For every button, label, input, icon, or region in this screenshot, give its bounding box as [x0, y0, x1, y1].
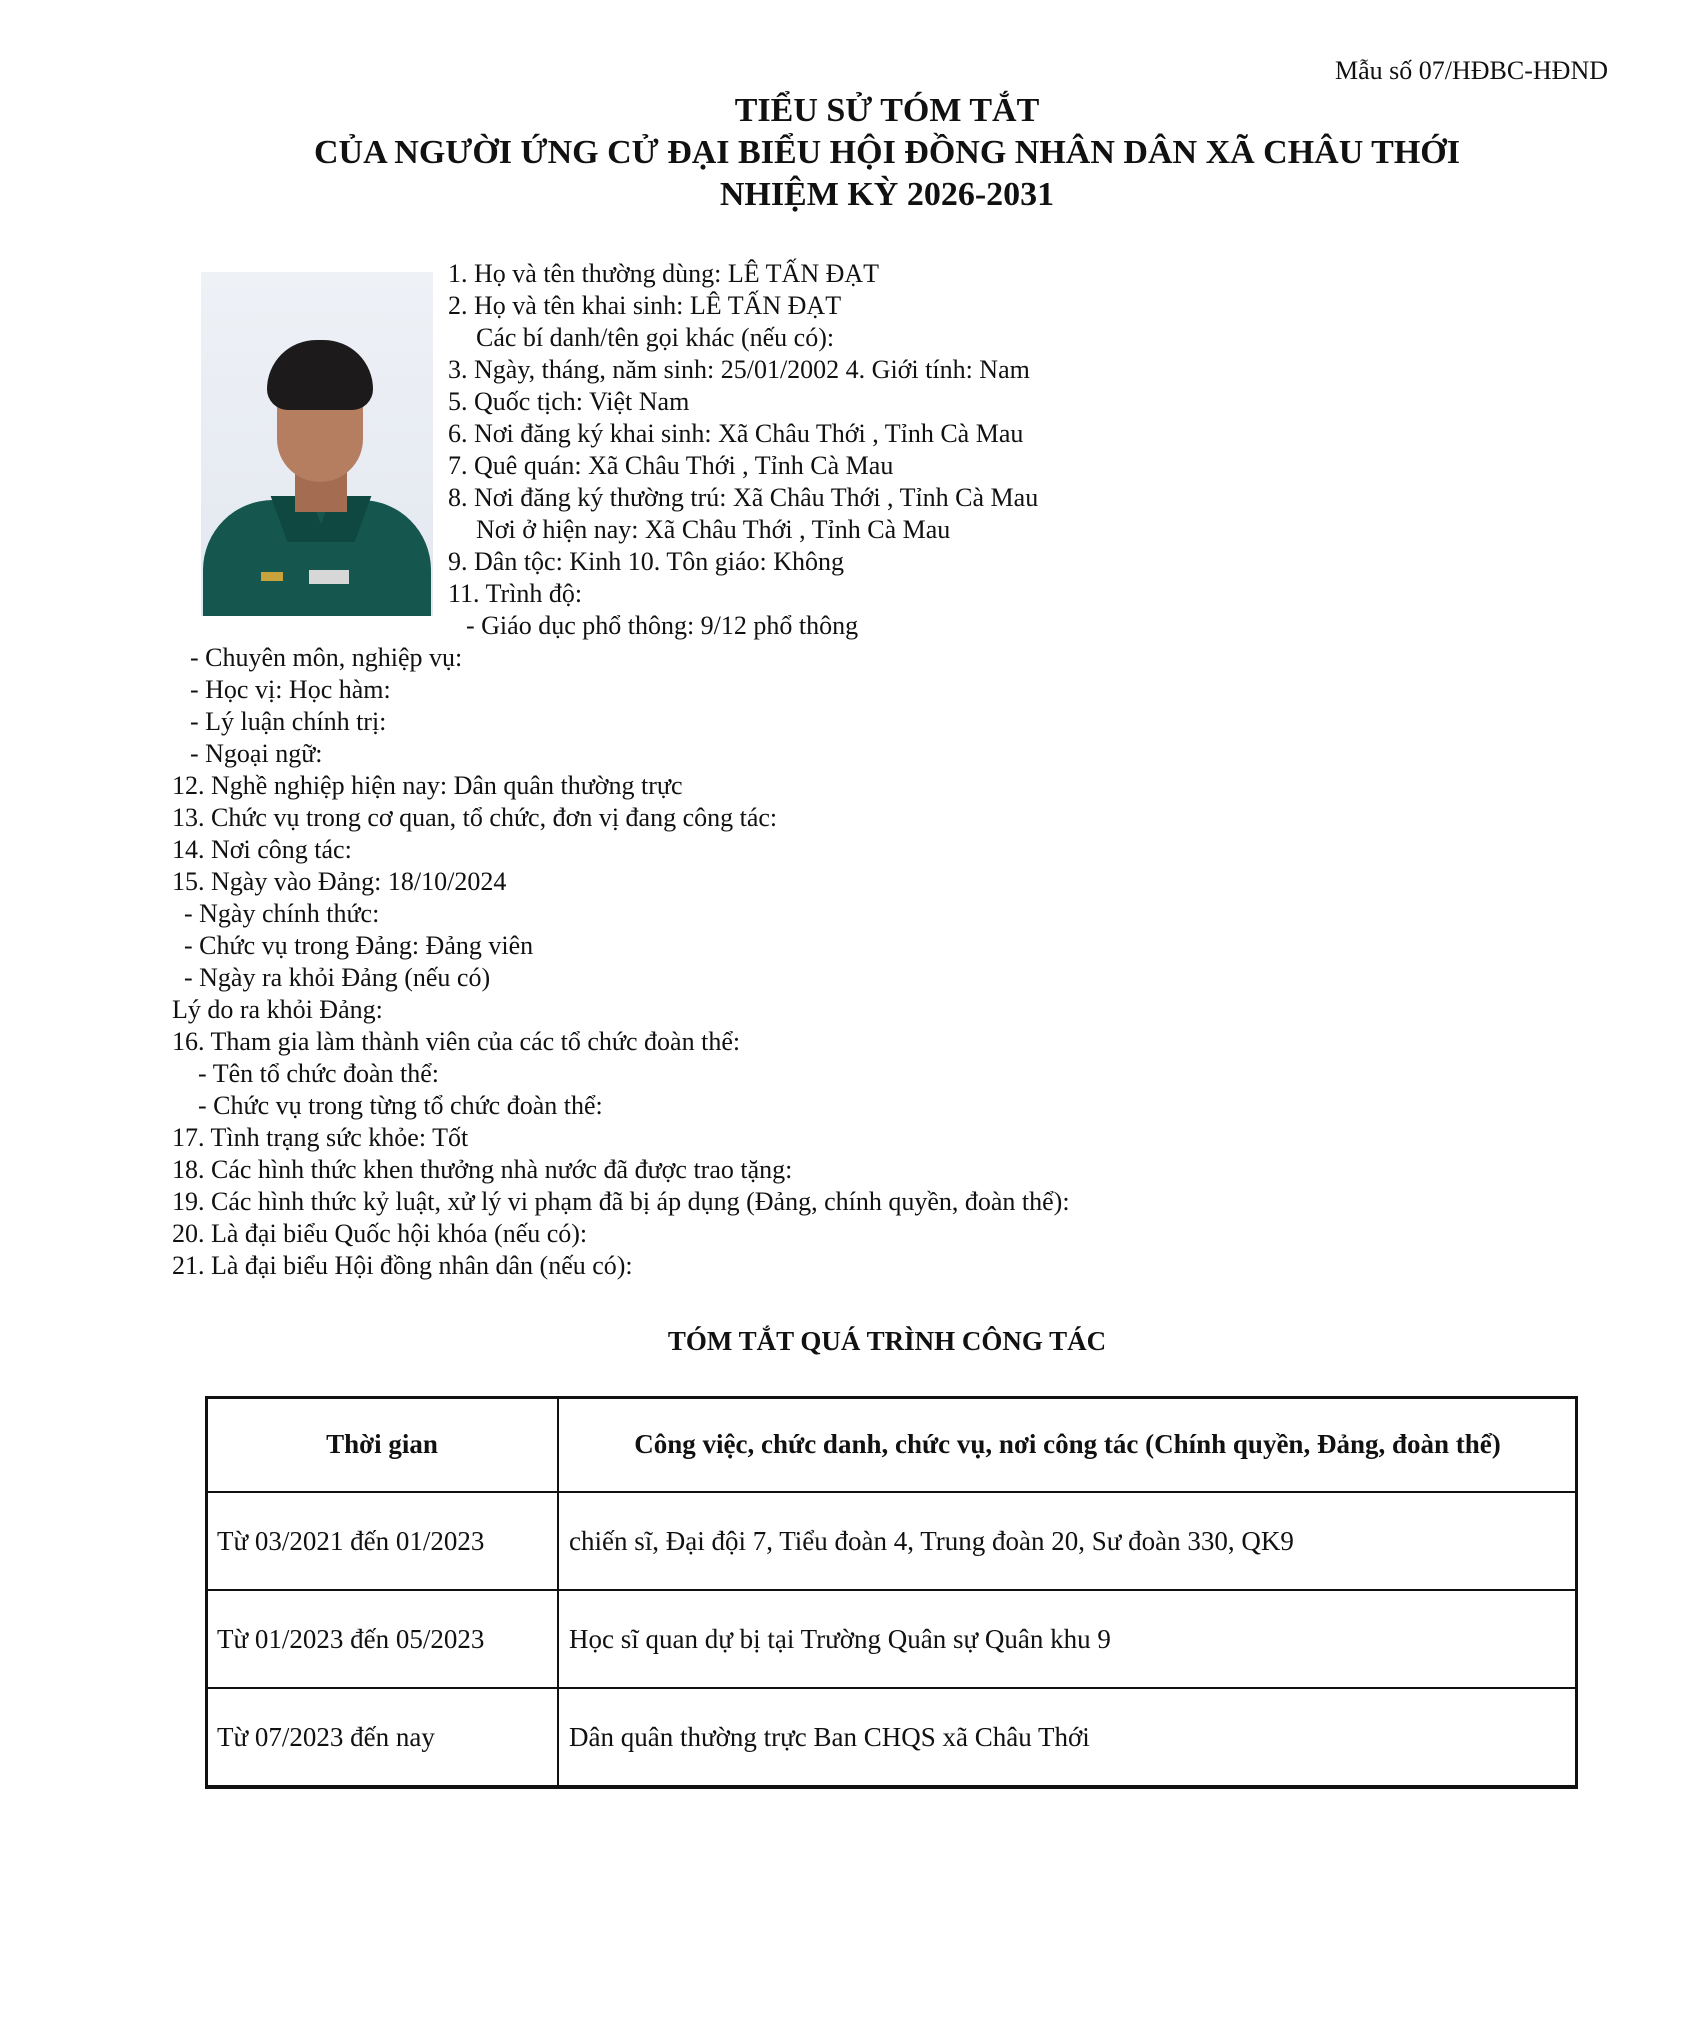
field-peoples-council: 21. Là đại biểu Hội đồng nhân dân (nếu có): [172, 1251, 633, 1280]
field-education-level: 11. Trình độ: [448, 579, 583, 608]
field-party-role: - Chức vụ trong Đảng: Đảng viên [184, 931, 534, 960]
field-birth-registration: 6. Nơi đăng ký khai sinh: Xã Châu Thới , Tỉnh Cà Mau [448, 419, 1024, 448]
work-history-title: TÓM TẮT QUÁ TRÌNH CÔNG TÁC [667, 1326, 1107, 1356]
field-foreign-language: - Ngoại ngữ: [190, 739, 323, 768]
field-degree: - Học vị: Học hàm: [190, 675, 391, 704]
field-aliases: Các bí danh/tên gọi khác (nếu có): [476, 323, 835, 352]
field-permanent-residence: 8. Nơi đăng ký thường trú: Xã Châu Thới , Tỉnh Cà Mau [448, 483, 1039, 512]
field-common-name: 1. Họ và tên thường dùng: LÊ TẤN ĐẠT [448, 259, 880, 288]
field-birth-name: 2. Họ và tên khai sinh: LÊ TẤN ĐẠT [448, 291, 842, 320]
row-time: Từ 03/2021 đến 01/2023 [206, 1492, 558, 1590]
field-discipline: 19. Các hình thức kỷ luật, xử lý vi phạm đã bị áp dụng (Đảng, chính quyền, đoàn thể): [172, 1187, 1070, 1216]
field-general-education: - Giáo dục phổ thông: 9/12 phổ thông [466, 611, 859, 640]
row-position: Học sĩ quan dự bị tại Trường Quân sự Quân khu 9 [558, 1590, 1577, 1688]
form-code: Mẫu số 07/HĐBC-HĐND [1335, 56, 1608, 85]
field-current-residence: Nơi ở hiện nay: Xã Châu Thới , Tỉnh Cà Mau [476, 515, 951, 544]
term-label: NHIỆM KỲ 2026-2031 [719, 176, 1055, 213]
field-hometown: 7. Quê quán: Xã Châu Thới , Tỉnh Cà Mau [448, 451, 894, 480]
field-dob-gender: 3. Ngày, tháng, năm sinh: 25/01/2002 4. Giới tính: Nam [448, 355, 1030, 384]
document-subtitle: CỦA NGƯỜI ỨNG CỬ ĐẠI BIỂU HỘI ĐỒNG NHÂN DÂN XÃ CHÂU THỚI [314, 134, 1460, 171]
field-awards: 18. Các hình thức khen thưởng nhà nước đã được trao tặng: [172, 1155, 793, 1184]
column-header-position: Công việc, chức danh, chức vụ, nơi công tác (Chính quyền, Đảng, đoàn thể) [558, 1397, 1577, 1492]
field-political-theory: - Lý luận chính trị: [190, 707, 387, 736]
field-occupation: 12. Nghề nghiệp hiện nay: Dân quân thường trực [172, 771, 683, 800]
row-time: Từ 01/2023 đến 05/2023 [206, 1590, 558, 1688]
row-time: Từ 07/2023 đến nay [206, 1688, 558, 1786]
field-party-admission: 15. Ngày vào Đảng: 18/10/2024 [172, 867, 507, 896]
table-row [206, 1492, 1577, 1590]
field-organizations: 16. Tham gia làm thành viên của các tổ chức đoàn thể: [172, 1027, 741, 1056]
field-party-exit-date: - Ngày ra khỏi Đảng (nếu có) [184, 963, 491, 992]
field-health: 17. Tình trạng sức khỏe: Tốt [172, 1123, 469, 1152]
field-workplace: 14. Nơi công tác: [172, 835, 352, 864]
document-title: TIỂU SỬ TÓM TẮT [734, 92, 1040, 129]
field-organization-name: - Tên tổ chức đoàn thể: [198, 1059, 440, 1088]
field-organization-role: - Chức vụ trong từng tổ chức đoàn thể: [198, 1091, 603, 1120]
row-position: Dân quân thường trực Ban CHQS xã Châu Thới [558, 1688, 1577, 1786]
field-national-assembly: 20. Là đại biểu Quốc hội khóa (nếu có): [172, 1219, 588, 1248]
field-ethnicity-religion: 9. Dân tộc: Kinh 10. Tôn giáo: Không [448, 547, 844, 576]
work-history-table [205, 1396, 1578, 1787]
field-nationality: 5. Quốc tịch: Việt Nam [448, 387, 690, 416]
field-specialization: - Chuyên môn, nghiệp vụ: [190, 643, 463, 672]
field-party-official: - Ngày chính thức: [184, 899, 380, 928]
field-party-exit-reason: Lý do ra khỏi Đảng: [172, 995, 383, 1024]
table-row [206, 1688, 1577, 1786]
column-header-time: Thời gian [206, 1397, 558, 1492]
table-row [206, 1590, 1577, 1688]
row-position: chiến sĩ, Đại đội 7, Tiểu đoàn 4, Trung đoàn 20, Sư đoàn 330, QK9 [558, 1492, 1577, 1590]
table-header-row [206, 1397, 1577, 1492]
candidate-photo [201, 272, 433, 616]
field-position: 13. Chức vụ trong cơ quan, tổ chức, đơn vị đang công tác: [172, 803, 778, 832]
